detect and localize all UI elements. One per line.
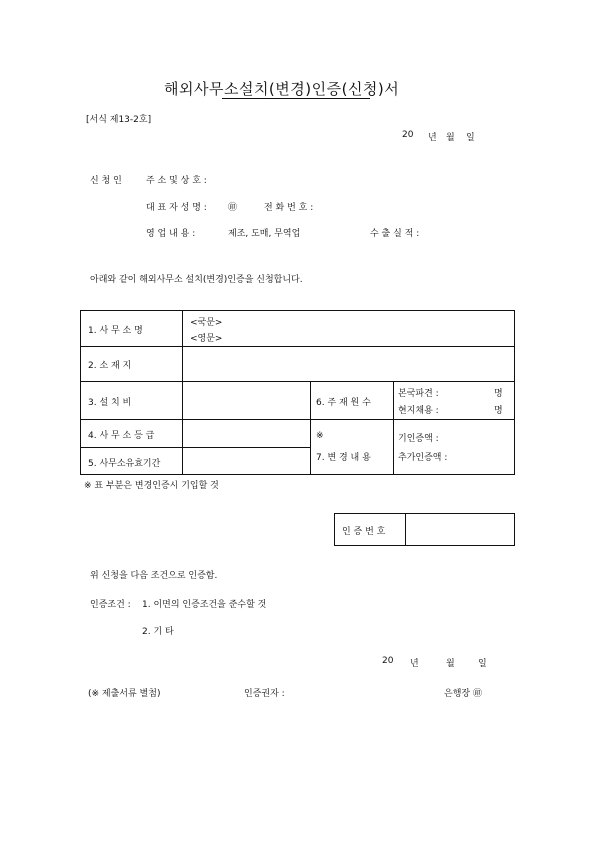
date-year-top: 20 <box>402 130 414 140</box>
additional-amount-label: 추가인증액 : <box>398 453 448 463</box>
table-rule <box>80 419 515 420</box>
table-rule <box>393 381 394 475</box>
change-details-label: 7. 변 경 내 용 <box>316 453 371 463</box>
certifying-authority-label: 인증권자 : <box>244 689 285 699</box>
title-underline <box>222 98 370 99</box>
table-rule <box>182 310 183 475</box>
installation-cost-label: 3. 설 치 비 <box>88 398 132 408</box>
staff-count-label: 6. 주 재 원 수 <box>316 398 371 408</box>
export-label: 수 출 실 적 : <box>370 229 420 239</box>
date-day-label-top: 일 <box>466 133 475 143</box>
office-name-english: <영문> <box>190 334 223 344</box>
phone-label: 전 화 번 호 : <box>264 203 314 213</box>
representative-label: 대 표 자 성 명 : <box>146 203 207 213</box>
office-name-korean: <국문> <box>190 318 223 328</box>
table-rule <box>80 346 515 347</box>
date-month-label-bottom: 월 <box>446 659 455 669</box>
table-rule <box>80 381 515 382</box>
office-name-label: 1. 사 무 소 명 <box>88 326 143 336</box>
document-title: 해외사무소설치(변경)인증(신청)서 <box>164 80 400 98</box>
change-mark: ※ <box>316 431 324 441</box>
date-month-label-top: 월 <box>446 133 455 143</box>
staff-dispatch-unit: 명 <box>494 389 503 399</box>
office-grade-label: 4. 사 무 소 등 급 <box>88 431 155 441</box>
validity-period-label: 5. 사무소유효기간 <box>88 459 161 469</box>
attachments-note: (※ 제출서류 별첨) <box>88 689 161 699</box>
staff-local-label: 현지채용 : <box>398 406 439 416</box>
application-table <box>80 310 515 475</box>
condition-1: 1. 이면의 인증조건을 준수할 것 <box>142 600 267 610</box>
table-rule <box>80 447 310 448</box>
cert-box-divider <box>405 513 406 546</box>
date-year-label-top: 년 <box>428 133 437 143</box>
table-note: ※ 표 부분은 변경인증시 기입할 것 <box>84 481 219 491</box>
date-year-label-bottom: 년 <box>410 659 419 669</box>
seal-mark: ㊞ <box>228 203 238 213</box>
certified-amount-label: 기인증액 : <box>398 434 439 444</box>
table-rule <box>310 381 311 475</box>
date-year-bottom: 20 <box>382 656 394 666</box>
certification-number-label: 인 증 번 호 <box>342 527 386 537</box>
staff-local-unit: 명 <box>494 406 503 416</box>
application-statement: 아래와 같이 해외사무소 설치(변경)인증을 신청합니다. <box>90 275 303 285</box>
business-value: 제조, 도매, 무역업 <box>228 229 301 239</box>
applicant-label: 신 청 인 <box>90 176 122 186</box>
date-day-label-bottom: 일 <box>478 659 487 669</box>
bank-head-seal: 은행장 ㊞ <box>444 689 482 699</box>
business-label: 영 업 내 용 : <box>146 229 196 239</box>
form-number: [서식 제13-2호] <box>86 115 152 125</box>
location-label: 2. 소 재 지 <box>88 361 132 371</box>
condition-2: 2. 기 타 <box>142 627 174 637</box>
address-label: 주 소 및 상 호 : <box>146 176 207 186</box>
condition-intro: 위 신청을 다음 조건으로 인증함. <box>90 571 218 581</box>
staff-dispatch-label: 본국파견 : <box>398 389 439 399</box>
conditions-label: 인증조건 : <box>90 600 131 610</box>
